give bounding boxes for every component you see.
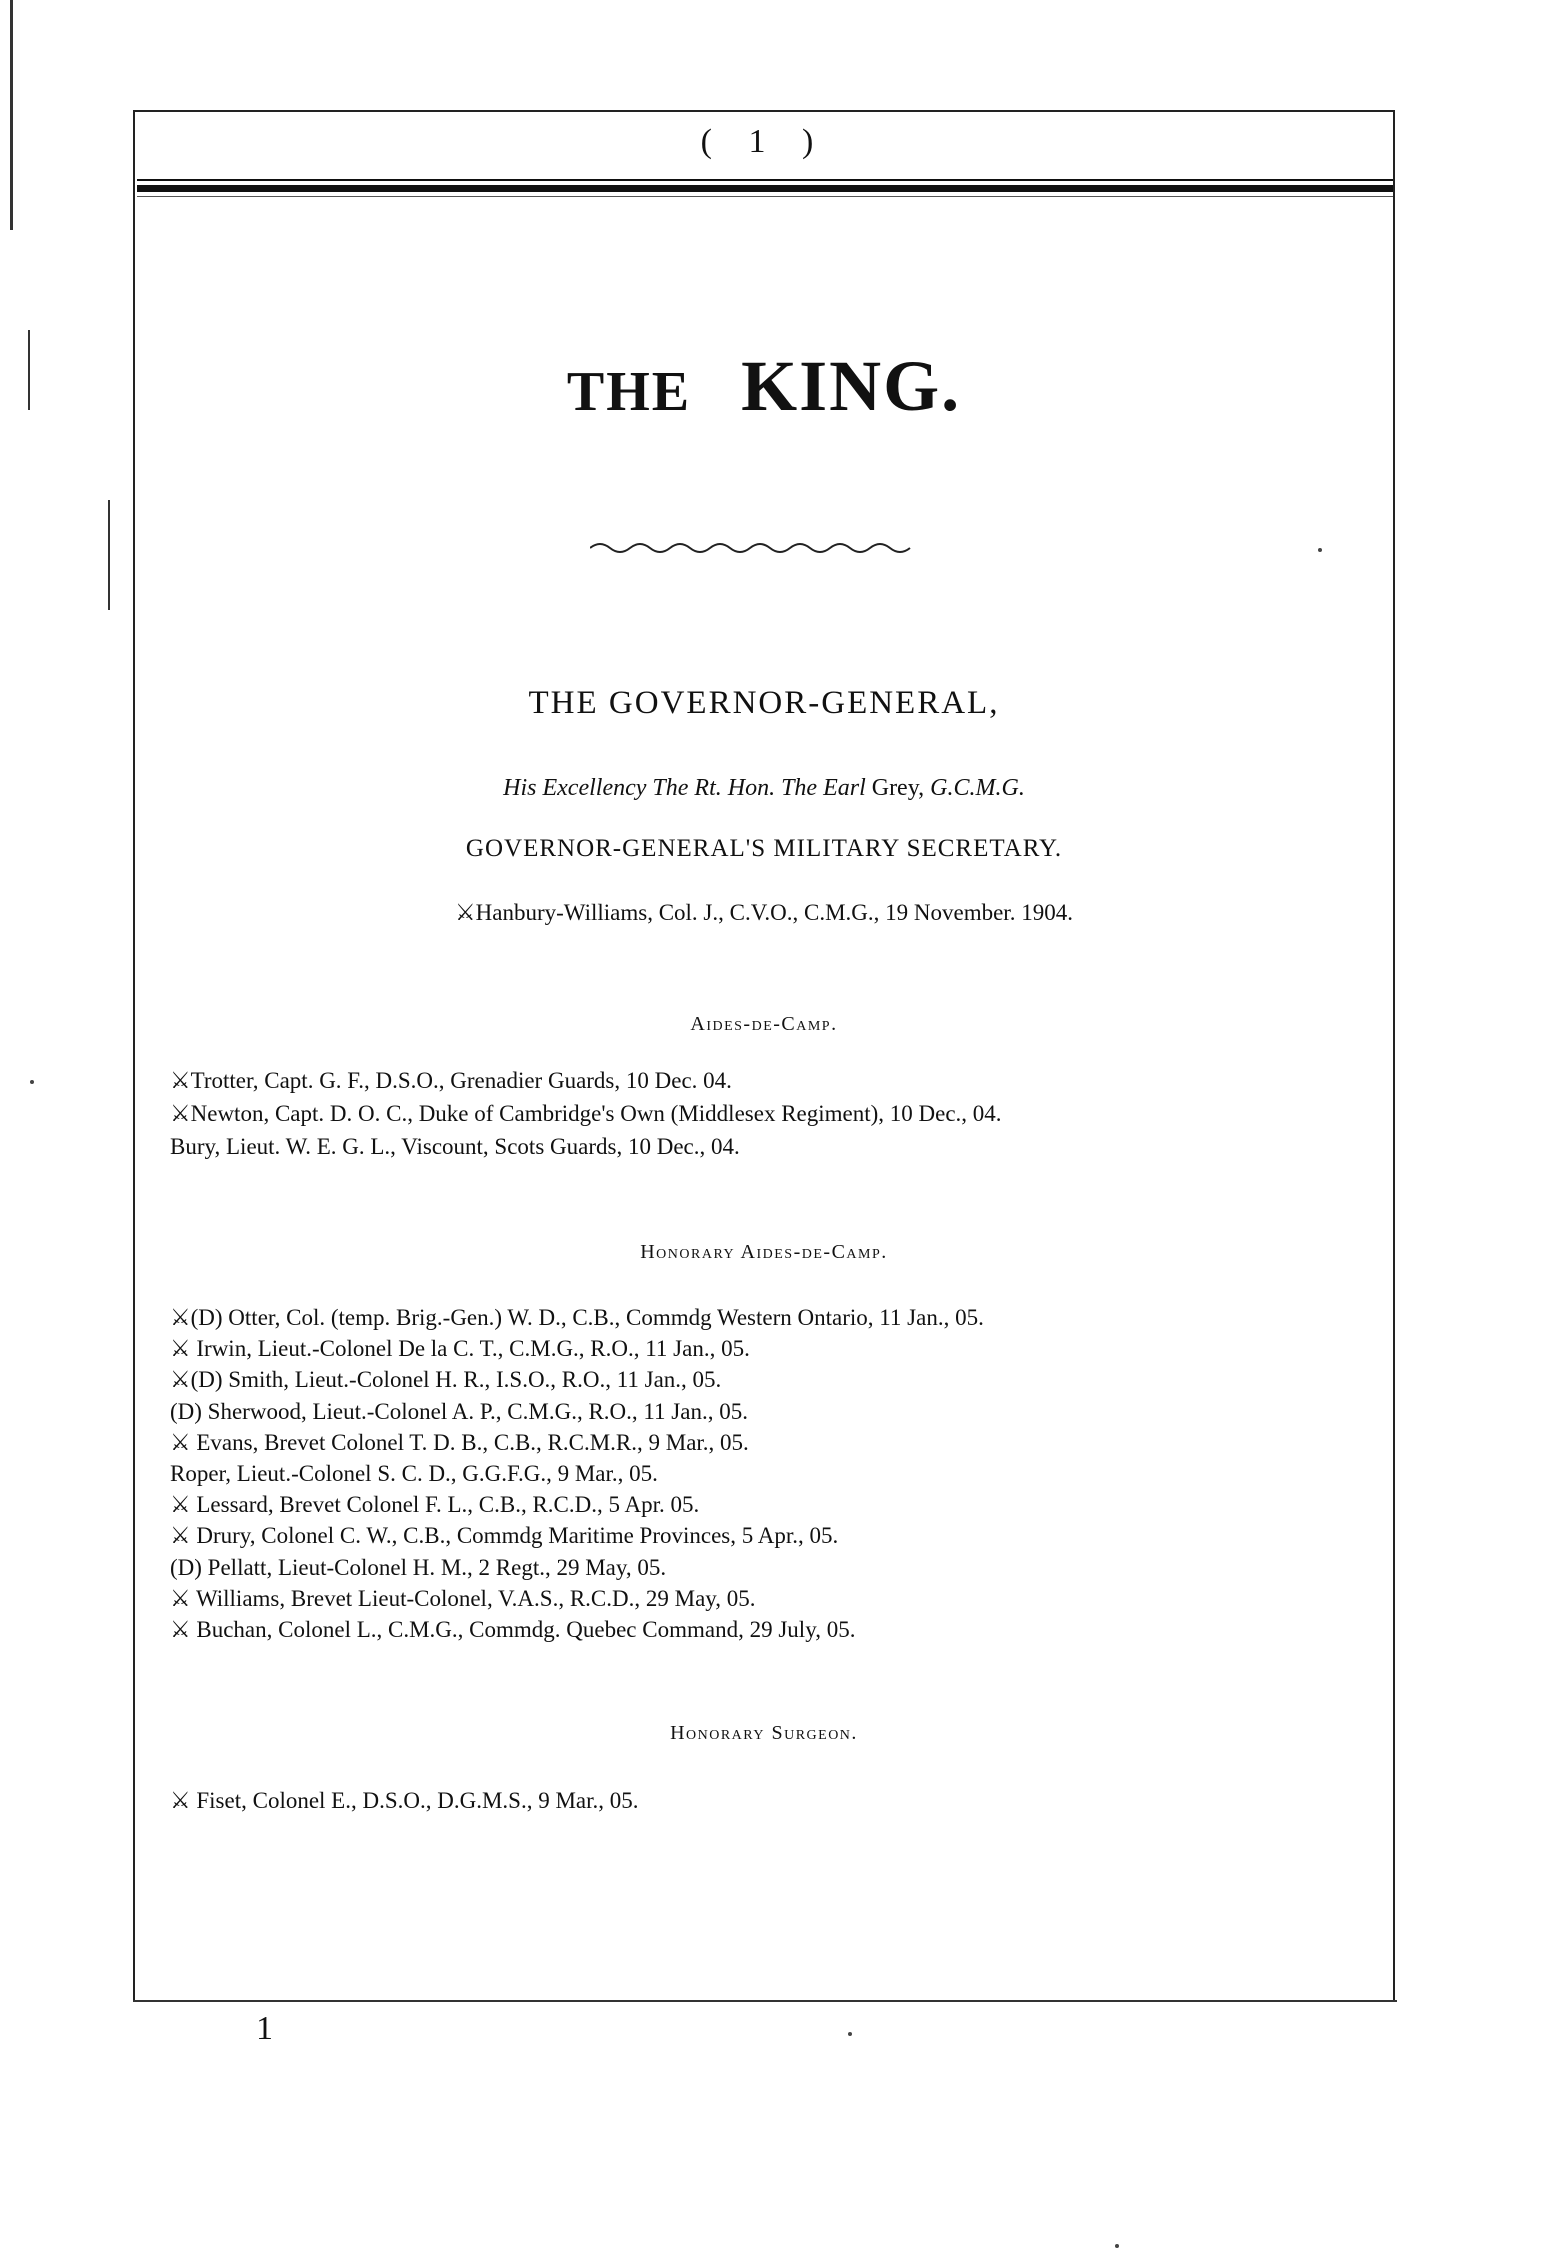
list-item: ⚔(D) Smith, Lieut.-Colonel H. R., I.S.O., R.O., 11 Jan., 05. [170,1367,722,1393]
honorary-surgeon-list [170,1784,639,1817]
list-item: ⚔ Fiset, Colonel E., D.S.O., D.G.M.S., 9 Mar., 05. [170,1788,639,1813]
crossed-swords-icon: ⚔ [170,1523,197,1549]
list-item: Bury, Lieut. W. E. G. L., Viscount, Scots Guards, 10 Dec., 04. [170,1134,740,1159]
list-item: ⚔ Irwin, Lieut.-Colonel De la C. T., C.M.G., R.O., 11 Jan., 05. [170,1336,750,1362]
scan-speck [30,1080,34,1084]
crossed-swords-icon: ⚔ [170,1336,197,1362]
crossed-swords-icon: ⚔ [170,1492,197,1518]
ornamental-squiggle [590,540,920,554]
frame-bottom-rule [133,2000,1397,2002]
governor-general-name: Grey, [871,775,925,801]
page-number: ( 1 ) [700,123,828,160]
governor-general-style: His Excellency The Rt. Hon. The Earl [503,775,866,801]
aides-de-camp-list [170,1064,1002,1163]
list-item: ⚔ Drury, Colonel C. W., C.B., Commdg Maritime Provinces, 5 Apr., 05. [170,1523,839,1549]
governor-general-heading: THE GOVERNOR-GENERAL, [528,685,1000,721]
governor-general-line [133,775,1395,802]
honorary-aides-de-camp-heading: Honorary Aides-de-Camp. [640,1241,888,1263]
list-item: ⚔ Evans, Brevet Colonel T. D. B., C.B., R.C.M.R., 9 Mar., 05. [170,1429,749,1455]
crossed-swords-icon: ⚔ [170,1585,196,1611]
scan-speck [1115,2244,1119,2248]
header-rule-under [137,196,1393,197]
crossed-swords-icon: ⚔ [170,1788,197,1813]
list-item: ⚔ Lessard, Brevet Colonel F. L., C.B., R.C.D., 5 Apr. 05. [170,1492,700,1518]
list-item: ⚔(D) Otter, Col. (temp. Brig.-Gen.) W. D., C.B., Commdg Western Ontario, 11 Jan., 05. [170,1305,984,1330]
military-secretary-heading: GOVERNOR-GENERAL'S MILITARY SECRETARY. [465,835,1063,862]
list-item: (D) Pellatt, Lieut-Colonel H. M., 2 Regt., 29 May, 05. [170,1554,667,1580]
list-item: ⚔Trotter, Capt. G. F., D.S.O., Grenadier Guards, 10 Dec. 04. [170,1068,732,1093]
header-rule-thick [137,185,1393,192]
governor-general-honours: G.C.M.G. [930,775,1025,801]
list-item: Roper, Lieut.-Colonel S. C. D., G.G.F.G., 9 Mar., 05. [170,1461,658,1487]
page-title [133,345,1395,428]
signature-number: 1 [256,2010,273,2047]
crossed-swords-icon: ⚔ [170,1429,197,1455]
military-secretary-text: Hanbury-Williams, Col. J., C.V.O., C.M.G., 19 November. 1904. [475,900,1073,925]
crossed-swords-icon: ⚔ [455,900,476,925]
list-item: (D) Sherwood, Lieut.-Colonel A. P., C.M.G., R.O., 11 Jan., 05. [170,1398,748,1424]
list-item: ⚔ Buchan, Colonel L., C.M.G., Commdg. Quebec Command, 29 July, 05. [170,1617,856,1643]
military-secretary-entry [133,900,1395,926]
crossed-swords-icon: ⚔ [170,1068,191,1093]
list-item: ⚔ Williams, Brevet Lieut-Colonel, V.A.S., R.C.D., 29 May, 05. [170,1585,756,1611]
honorary-aides-de-camp-list [170,1302,984,1645]
header-rule-thin [137,179,1393,181]
scan-edge-line [28,330,30,410]
crossed-swords-icon: ⚔ [170,1305,191,1330]
title-king: KING. [741,346,962,426]
scan-edge-line [10,0,13,230]
crossed-swords-icon: ⚔ [170,1101,191,1126]
aides-de-camp-heading: Aides-de-Camp. [690,1013,838,1035]
title-the: THE [566,361,692,423]
honorary-surgeon-heading: Honorary Surgeon. [670,1722,858,1744]
scan-edge-line [108,500,110,610]
crossed-swords-icon: ⚔ [170,1617,197,1643]
scan-speck [1318,548,1322,552]
scan-speck [848,2032,852,2036]
crossed-swords-icon: ⚔ [170,1367,191,1393]
list-item: ⚔Newton, Capt. D. O. C., Duke of Cambridge's Own (Middlesex Regiment), 10 Dec., 04. [170,1101,1002,1126]
